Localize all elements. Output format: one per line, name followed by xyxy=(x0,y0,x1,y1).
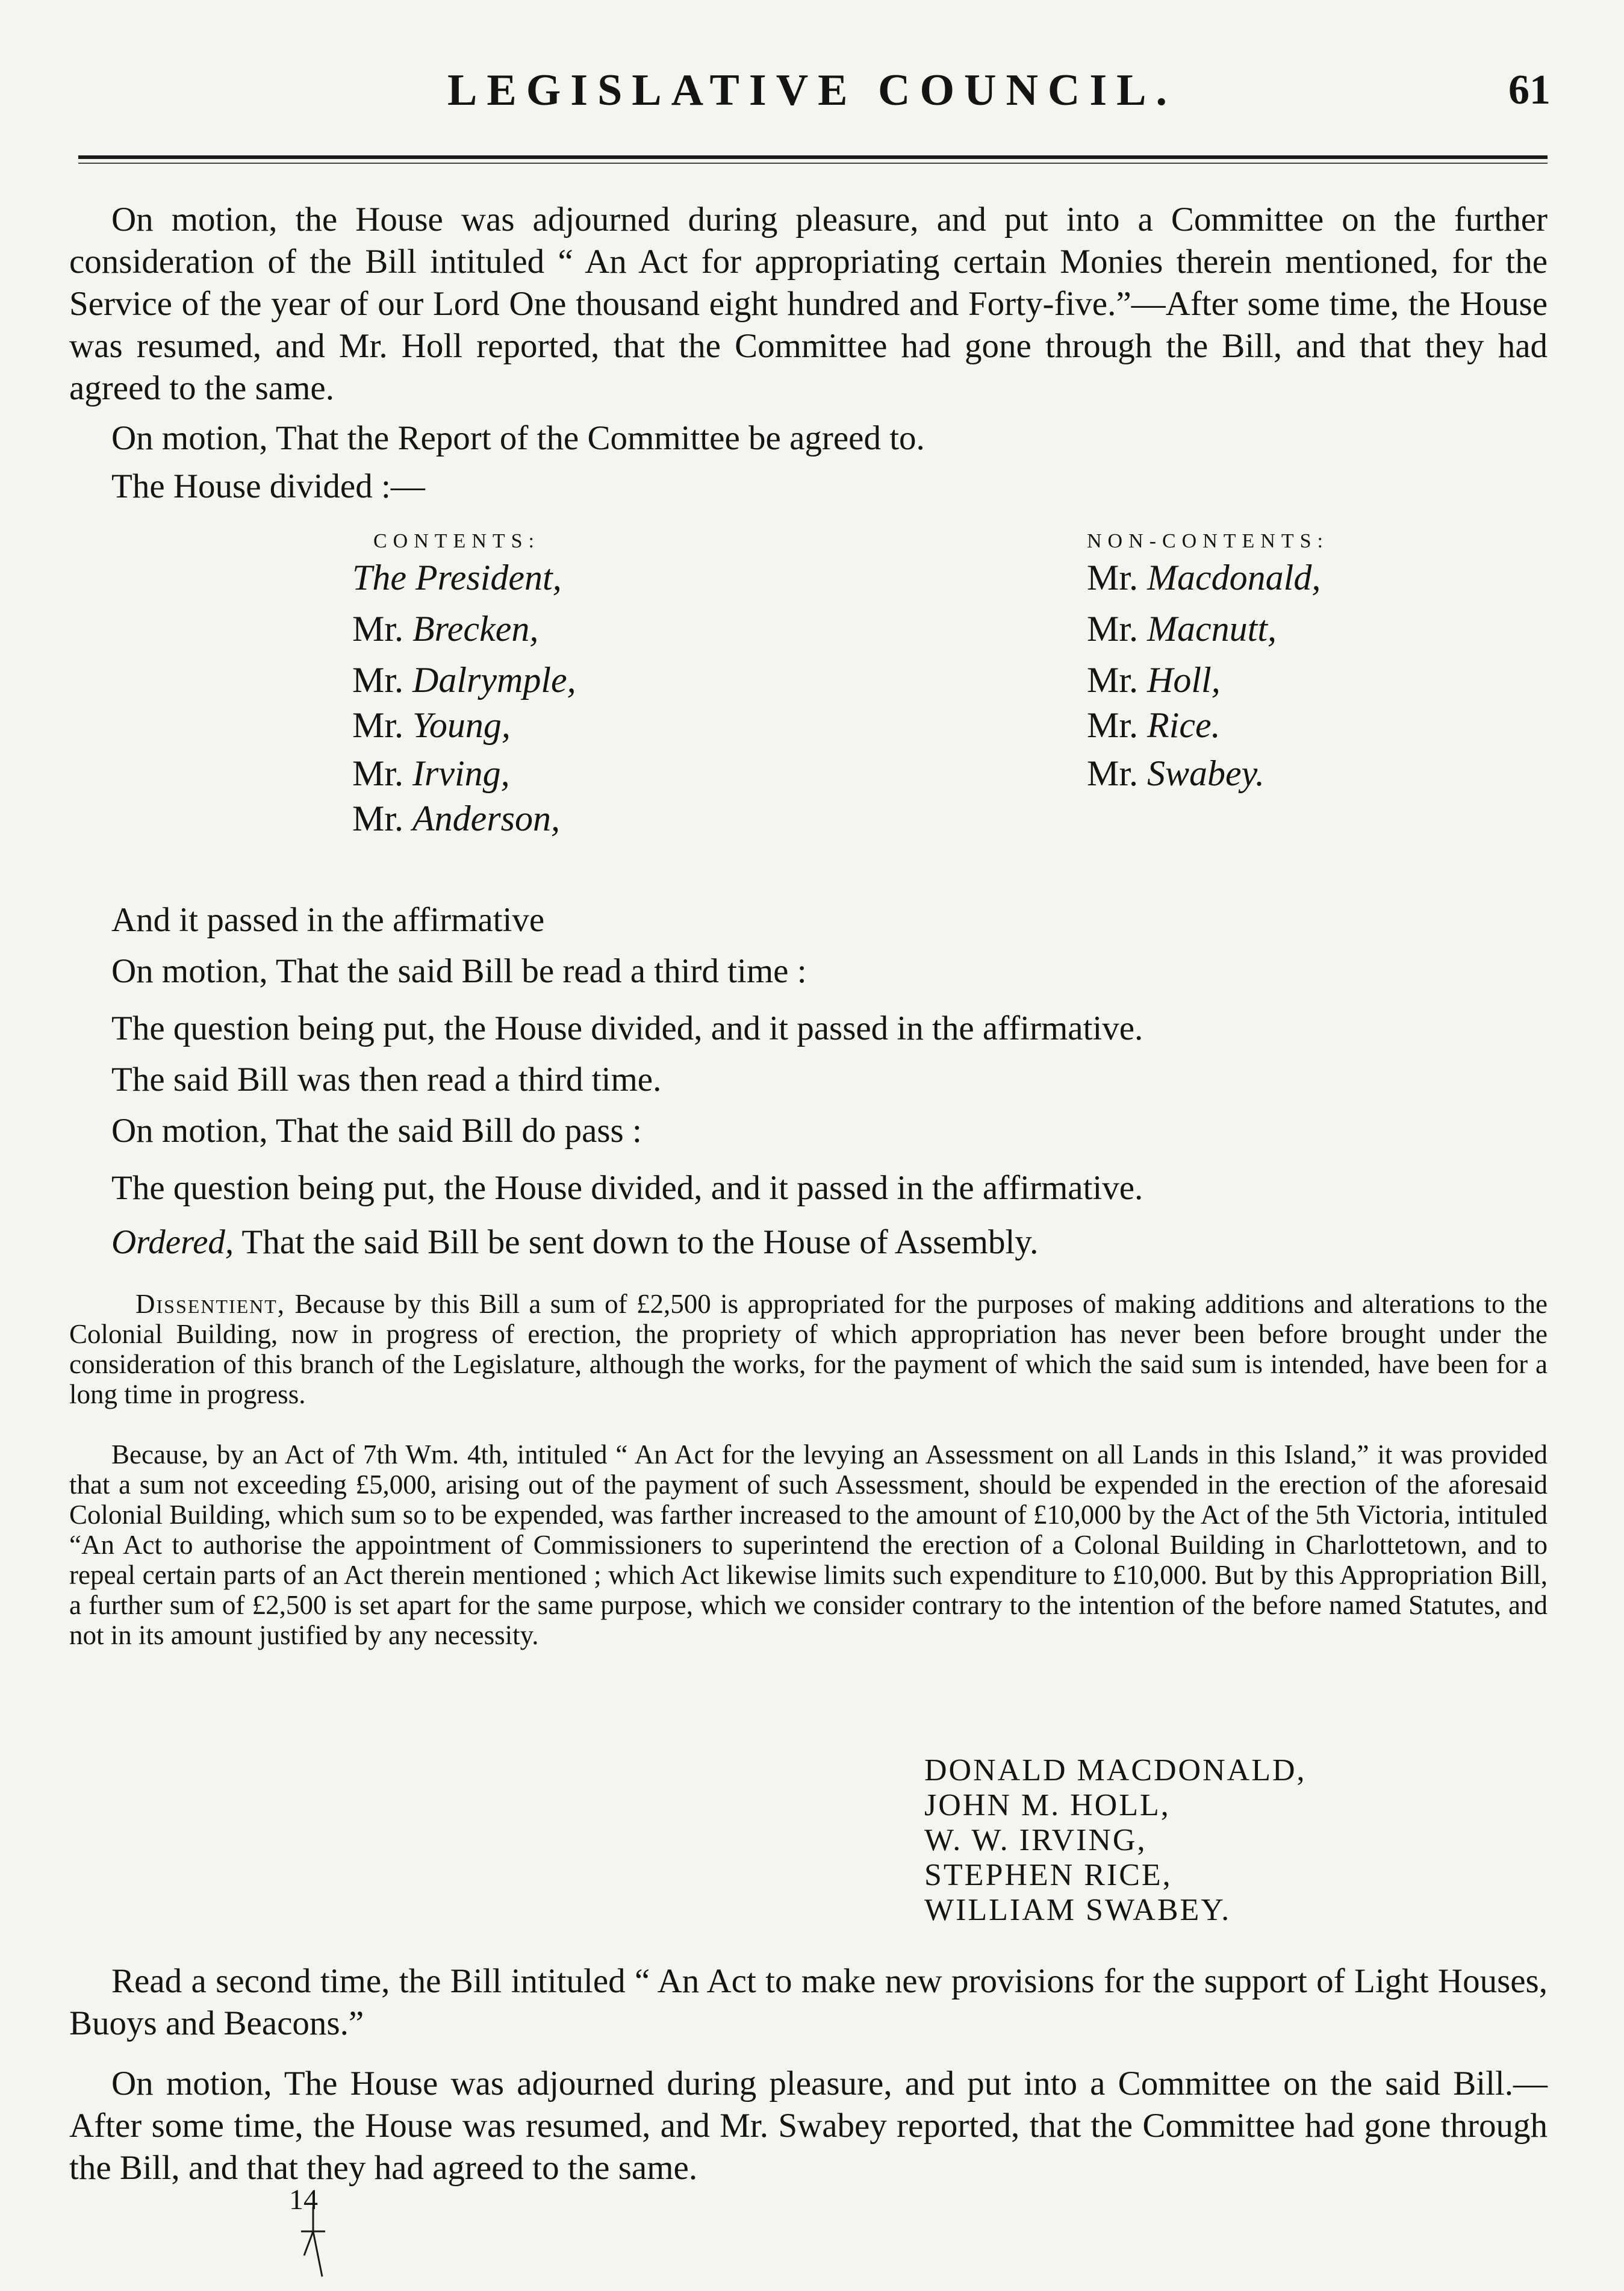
member-contents xyxy=(352,705,511,746)
header-rule-thin xyxy=(78,163,1548,164)
closing-paragraph: On motion, The House was adjourned during pleasure, and put into a Committee on the said Bill.—After some time, the House was resumed, and Mr. Swabey reported, that the Committee had gone through the Bill, and that they had agreed to the same. xyxy=(69,2065,1548,2187)
dissent-paragraph-2: Because, by an Act of 7th Wm. 4th, intituled “ An Act for the levying an Assessment on all Lands in this Island,” it was provided that a sum not exceeding £5,000, arising out of the payment of such Assessment, should be expended in the erection of the aforesaid Colonial Building, which sum so to be expended, was farther increased to the amount of £10,000 by the Act of the 5th Victoria, intituled “An Act to authorise the appointment of Commissioners to superintend the erection of a Colonal Building in Charlottetown, and to repeal certain parts of an Act therein mentioned ; which Act likewise limits such expenditure to £10,000. But by this Appropriation Bill, a further sum of £2,500 is set apart for the same purpose, which we consider contrary to the intention of the before named Statutes, and not in its amount justified by any necessity. xyxy=(69,1439,1548,1650)
member-prefix: Mr. xyxy=(1087,753,1139,793)
ordered-line xyxy=(111,1223,1038,1262)
member-name: Swabey. xyxy=(1147,753,1265,793)
member-prefix: Mr. xyxy=(1087,609,1139,649)
member-name: Anderson, xyxy=(412,799,561,838)
member-name: Brecken, xyxy=(412,609,539,649)
member-name: Dalrymple, xyxy=(412,660,576,700)
signatory: JOHN M. HOLL, xyxy=(924,1788,1171,1822)
page-number: 61 xyxy=(1508,67,1551,113)
ordered-text: That the said Bill be sent down to the House of Assembly. xyxy=(234,1223,1039,1261)
proceeding-line: And it passed in the affirmative xyxy=(111,901,545,939)
member-contents xyxy=(352,753,510,794)
signatory: STEPHEN RICE, xyxy=(924,1858,1172,1892)
member-prefix: Mr. xyxy=(352,660,404,700)
proceeding-line: The said Bill was then read a third time. xyxy=(111,1061,662,1099)
signature-mark: 14 xyxy=(289,2184,318,2216)
non-contents-heading: NON-CONTENTS: xyxy=(1087,530,1329,552)
running-header-title: LEGISLATIVE COUNCIL. xyxy=(447,66,1177,115)
member-name: Rice. xyxy=(1147,705,1221,745)
dissent-text-1: Because by this Bill a sum of £2,500 is appropriated for the purposes of making additions and alterations to the Colonial Building, now in progress of erection, the propriety of which appropriation has never been before brought under the consideration of this branch of the Legislature, although the works, for the payment of which the said sum is intended, have been for a long time in progress. xyxy=(69,1289,1548,1409)
member-prefix: Mr. xyxy=(352,799,404,838)
member-name: Macdonald, xyxy=(1147,558,1321,597)
member-prefix: Mr. xyxy=(352,609,404,649)
member-prefix: Mr. xyxy=(1087,705,1139,745)
member-prefix: Mr. xyxy=(1087,558,1139,597)
opening-paragraph: On motion, the House was adjourned during pleasure, and put into a Committee on the further consideration of the Bill intituled “ An Act for appropriating certain Monies therein mentioned, for the Service of the year of our Lord One thousand eight hundred and Forty-five.”—After some time, the House was resumed, and Mr. Holl reported, that the Committee had gone through the Bill, and that they had agreed to the same. xyxy=(69,201,1548,407)
dissent-paragraph-1 xyxy=(69,1289,1548,1409)
member-prefix: Mr. xyxy=(352,705,404,745)
proceeding-line: The question being put, the House divided, and it passed in the affirmative. xyxy=(111,1009,1143,1047)
member-name: Young, xyxy=(412,705,511,745)
member-non-contents xyxy=(1087,608,1277,650)
member-contents xyxy=(352,659,576,701)
second-reading-paragraph: Read a second time, the Bill intituled “ An Act to make new provisions for the support of Light Houses, Buoys and Beacons.” xyxy=(69,1962,1548,2042)
member-name: Holl, xyxy=(1147,660,1221,700)
member-contents xyxy=(352,557,562,599)
member-name: Irving, xyxy=(412,753,510,793)
signatory: W. W. IRVING, xyxy=(924,1823,1147,1857)
member-contents xyxy=(352,798,560,840)
member-non-contents xyxy=(1087,557,1321,599)
member-contents xyxy=(352,608,538,650)
dissent-label: Dissentient, xyxy=(135,1289,286,1319)
member-non-contents xyxy=(1087,753,1265,794)
contents-heading: CONTENTS: xyxy=(373,530,540,552)
member-name: The President, xyxy=(352,558,562,597)
member-non-contents xyxy=(1087,705,1221,746)
member-prefix: Mr. xyxy=(352,753,404,793)
proceeding-line: On motion, That the said Bill do pass : xyxy=(111,1112,642,1150)
member-non-contents xyxy=(1087,659,1221,701)
member-name: Macnutt, xyxy=(1147,609,1277,649)
motion-report: On motion, That the Report of the Committee be agreed to. xyxy=(111,419,925,457)
signatory: WILLIAM SWABEY. xyxy=(924,1893,1231,1927)
ordered-label: Ordered, xyxy=(111,1223,234,1261)
handwritten-mark-icon xyxy=(295,2207,331,2280)
header-rule xyxy=(78,155,1548,159)
proceeding-line: On motion, That the said Bill be read a third time : xyxy=(111,952,807,990)
proceeding-line: The question being put, the House divided, and it passed in the affirmative. xyxy=(111,1169,1143,1207)
signatory: DONALD MACDONALD, xyxy=(924,1753,1307,1788)
member-prefix: Mr. xyxy=(1087,660,1139,700)
house-divided: The House divided :— xyxy=(111,467,425,505)
